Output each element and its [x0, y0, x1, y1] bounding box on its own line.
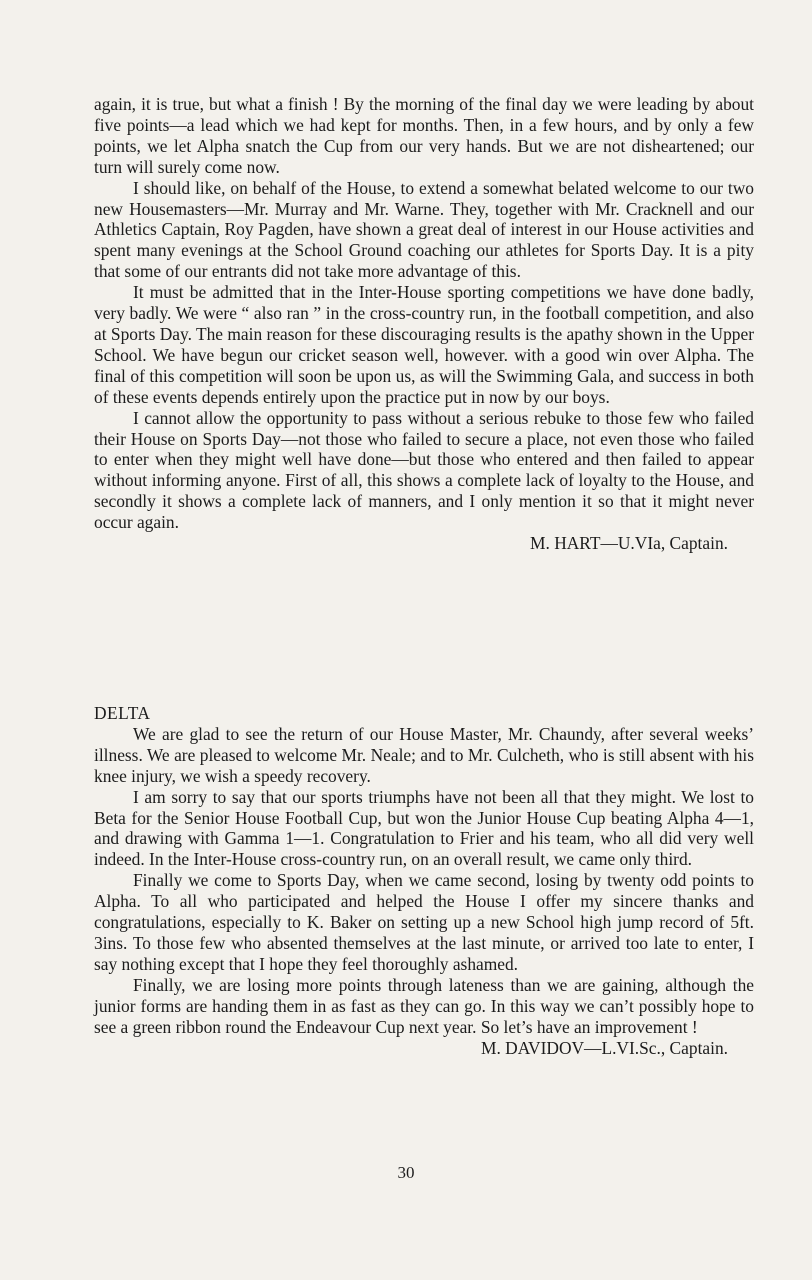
body-paragraph: I am sorry to say that our sports triumphs have not been all that they might. We lost to Beta for the Senior House Football Cup, but won the Junior House Cup beating Alpha 4—1, and drawing with Gamma 1—1. Congratulation to Frier and his team, who all did very well indeed. In the Inter-House cross-country run, on an overall result, we came only third. [94, 786, 754, 870]
body-paragraph: We are glad to see the return of our House Master, Mr. Chaundy, after several weeks’ illness. We are pleased to welcome Mr. Neale; and to Mr. Culcheth, who is still absent with his knee injury, we wish a speedy recovery. [94, 723, 754, 786]
section-heading: DELTA [94, 703, 151, 723]
body-paragraph: Finally we come to Sports Day, when we came second, losing by twenty odd points to Alpha. To all who participated and helped the House I offer my sincere thanks and congratulations, especially to K. Baker on setting up a new School high jump record of 5ft. 3ins. To those few who absented themselves at the last minute, or arrived too late to enter, I say nothing except that I hope they feel thoroughly ashamed. [94, 870, 754, 974]
body-paragraph: I should like, on behalf of the House, to extend a somewhat belated welcome to our two new Housemasters—Mr. Murray and Mr. Warne. They, together with Mr. Cracknell and our Athletics Captain, Roy Pagden, have shown a great deal of interest in our House activities and spent many evenings at the School Ground coaching our athletes for Sports Day. It is a pity that some of our entrants did not take more advantage of this. [94, 177, 754, 282]
hart-section [94, 94, 754, 554]
signature-line: M. HART—U.VIa, Captain. [530, 533, 728, 554]
page-number: 30 [397, 1163, 415, 1182]
body-paragraph: again, it is true, but what a finish ! By the morning of the final day we were leading by about five points—a lead which we had kept for months. Then, in a few hours, and by only a few points, we let Alpha snatch the Cup from our very hands. But we are not disheartened; our turn will surely come now. [94, 94, 754, 177]
body-paragraph: I cannot allow the opportunity to pass without a serious rebuke to those few who failed their House on Sports Day—not those who failed to secure a place, not even those who failed to enter when they might well have done—but those who entered and then failed to appear without informing anyone. First of all, this shows a complete lack of loyalty to the House, and secondly it shows a complete lack of manners, and I only mention it so that it might never occur again. [94, 407, 754, 533]
delta-section [94, 703, 754, 1058]
signature-line: M. DAVIDOV—L.VI.Sc., Captain. [481, 1037, 728, 1058]
body-paragraph: Finally, we are losing more points through lateness than we are gaining, although the junior forms are handing them in as fast as they can go. In this way we can’t possibly hope to see a green ribbon round the Endeavour Cup next year. So let’s have an improvement ! [94, 974, 754, 1037]
body-paragraph: It must be admitted that in the Inter-House sporting competitions we have done badly, very badly. We were “ also ran ” in the cross-country run, in the football competition, and also at Sports Day. The main reason for these discouraging results is the apathy shown in the Upper School. We have begun our cricket season well, however. with a good win over Alpha. The final of this competition will soon be upon us, as will the Swimming Gala, and success in both of these events depends entirely upon the practice put in now by our boys. [94, 282, 754, 407]
